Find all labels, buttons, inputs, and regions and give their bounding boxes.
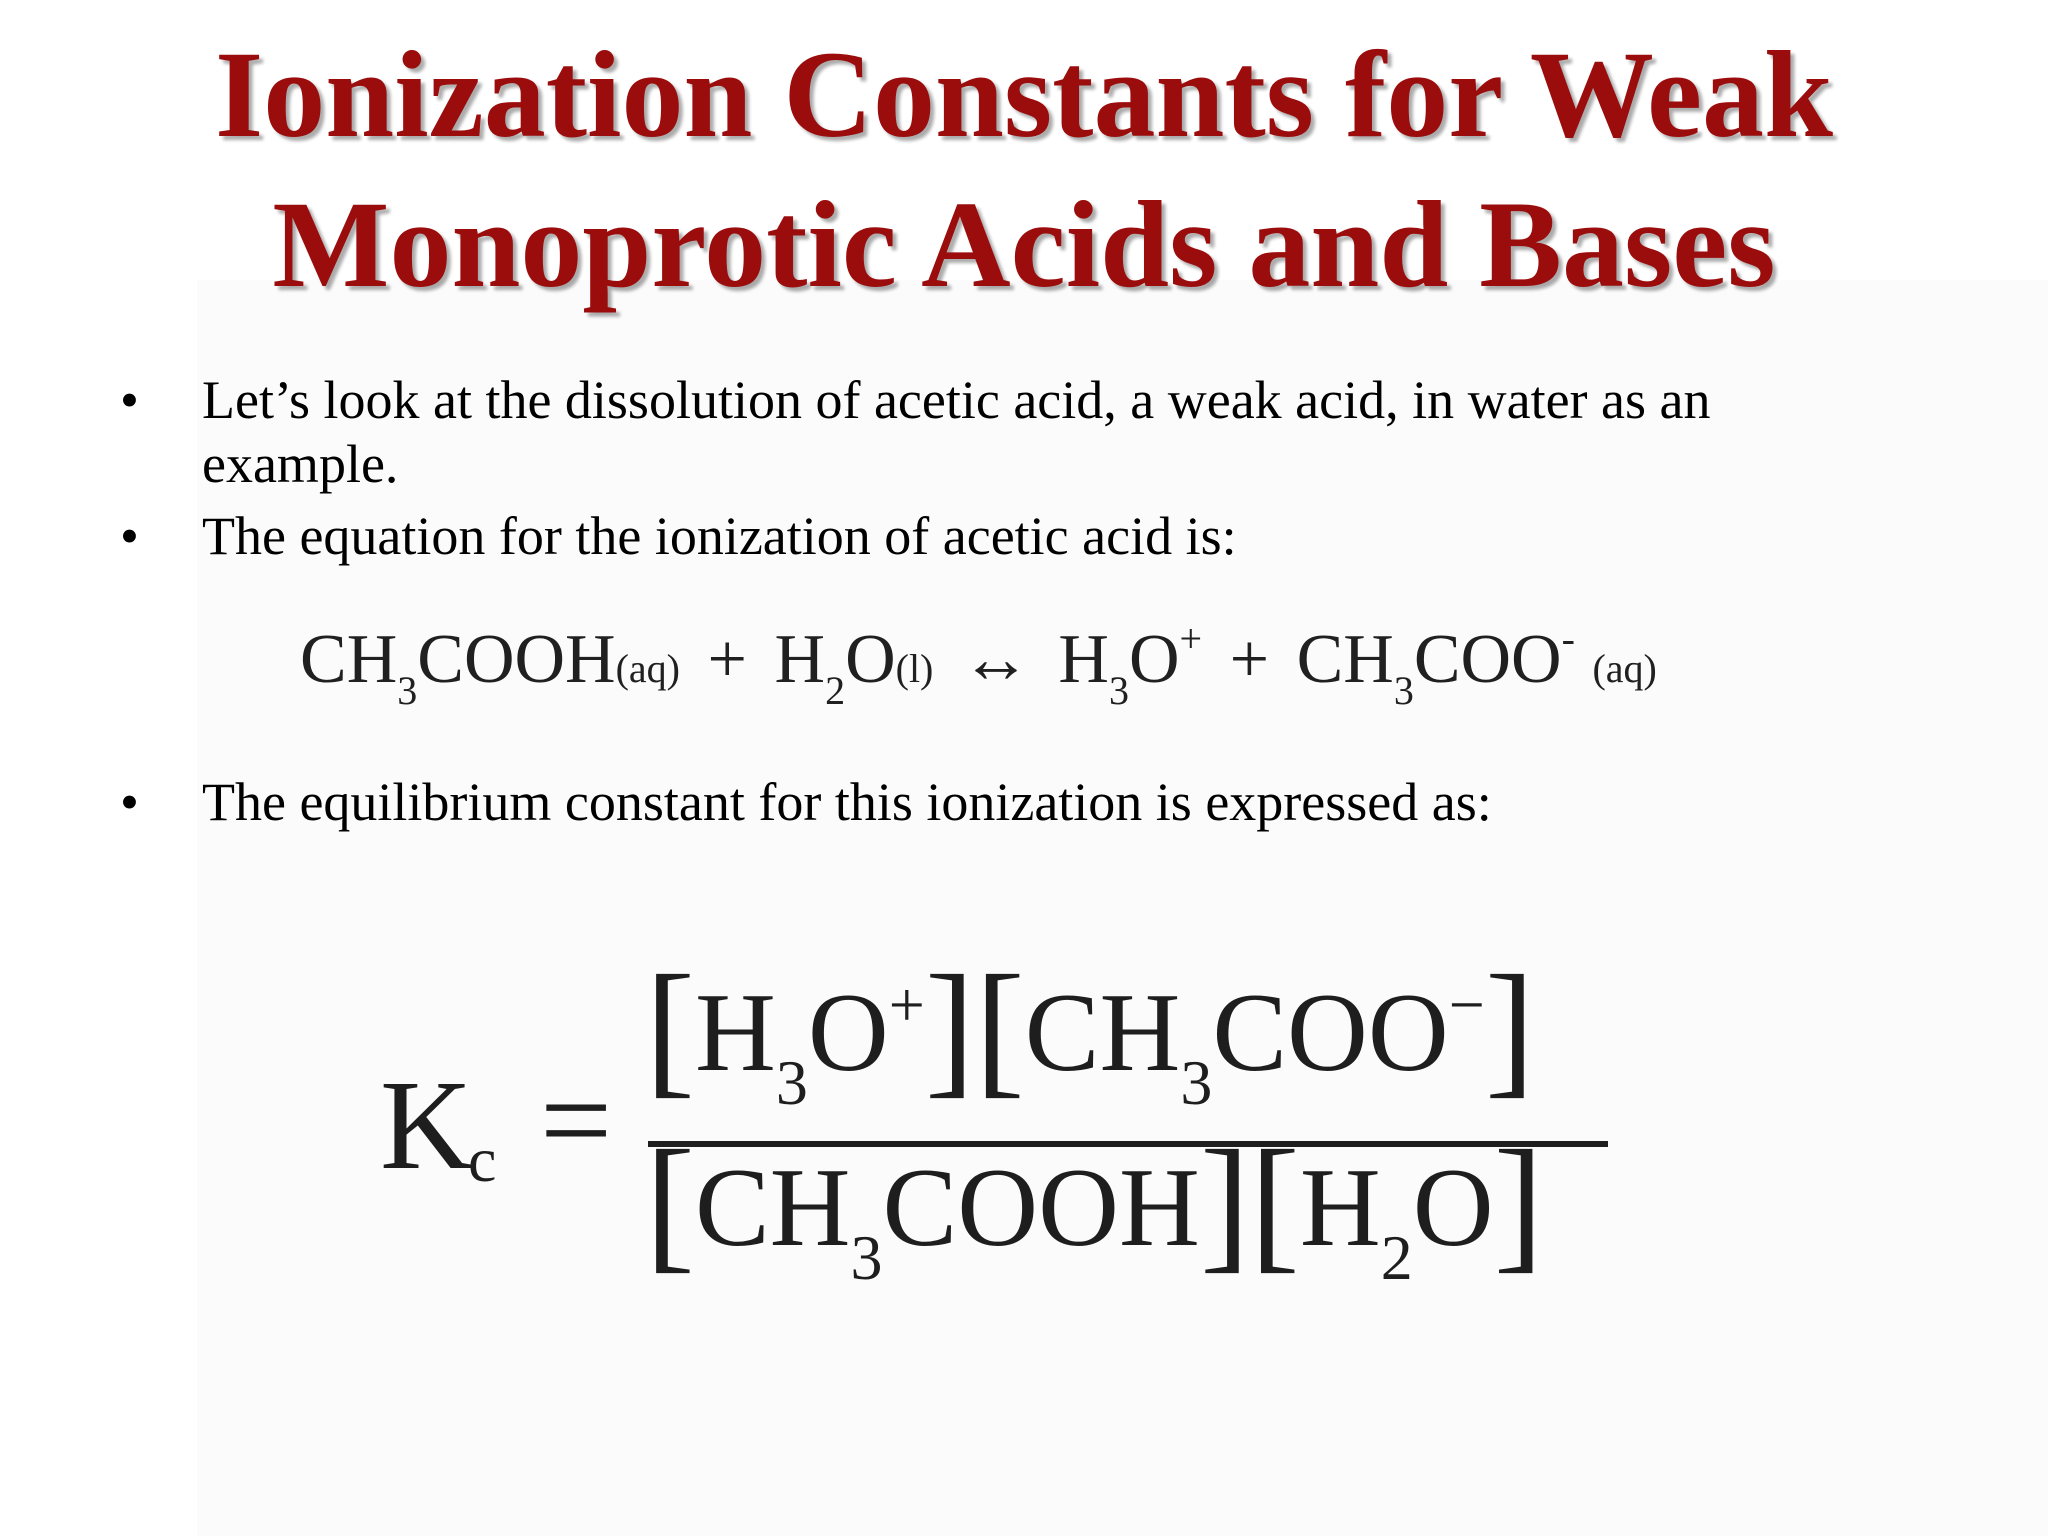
num-species-a: H [694, 971, 776, 1095]
num-superscript: − [1448, 969, 1485, 1040]
left-bracket: [ [645, 945, 695, 1111]
den-species-b-rest: O [1412, 1146, 1494, 1270]
eq-product-2-rest: COO [1413, 621, 1562, 698]
kc-denominator [645, 1120, 1544, 1293]
den-species-a: CH [694, 1146, 851, 1270]
num-species-a-rest: O [807, 971, 889, 1095]
num-superscript: + [888, 969, 925, 1040]
num-species-b: CH [1024, 971, 1181, 1095]
bullet-text: The equilibrium constant for this ionization is expressed as: [202, 772, 1492, 832]
right-bracket: ] [1493, 1120, 1544, 1286]
den-subscript: 3 [850, 1222, 883, 1293]
bullet-text: Let’s look at the dissolution of acetic acid, a weak acid, in water as an example. [202, 370, 1711, 494]
eq-reactant-2: H [774, 621, 826, 698]
eq-product-1-rest: O [1128, 621, 1180, 698]
eq-subscript: 3 [1108, 668, 1129, 713]
eq-phase: (aq) [1592, 646, 1657, 691]
right-bracket: ] [1199, 1120, 1250, 1286]
ionization-equation [300, 610, 1657, 713]
kc-equals: = [540, 1049, 613, 1191]
eq-subscript: 3 [1393, 668, 1414, 713]
bullet-marker: • [120, 772, 139, 832]
left-bracket: [ [974, 945, 1025, 1111]
bullet-text: The equation for the ionization of acetic acid is: [202, 506, 1237, 566]
equilibrium-arrow: ↔ [960, 621, 1031, 698]
left-bracket: [ [645, 1120, 695, 1286]
eq-reactant-1: CH [300, 621, 398, 698]
eq-reactant-2-rest: O [845, 621, 896, 698]
eq-subscript: 2 [825, 668, 846, 713]
eq-phase: (aq) [615, 646, 681, 691]
kc-subscript: c [468, 1124, 497, 1195]
num-subscript: 3 [775, 1047, 808, 1118]
eq-reactant-1-rest: COOH [417, 621, 616, 698]
title-line-2: Monoprotic Acids and Bases [272, 176, 1776, 313]
kc-numerator [645, 945, 1535, 1118]
right-bracket: ] [924, 945, 975, 1111]
den-species-b: H [1299, 1146, 1381, 1270]
num-subscript: 3 [1180, 1047, 1213, 1118]
bullet-marker: • [120, 370, 139, 430]
den-species-a-rest: COOH [882, 1146, 1200, 1270]
eq-superscript: + [1179, 616, 1203, 661]
num-species-b-rest: COO [1212, 971, 1449, 1095]
eq-phase: (l) [895, 646, 934, 691]
eq-product-2: CH [1296, 621, 1394, 698]
left-bracket: [ [1249, 1120, 1300, 1286]
eq-product-1: H [1058, 621, 1109, 698]
title-line-1: Ionization Constants for Weak [215, 26, 1833, 163]
eq-superscript: - [1561, 616, 1575, 661]
eq-subscript: 3 [397, 668, 418, 713]
slide-title [0, 20, 2048, 320]
eq-plus: + [1229, 621, 1270, 698]
den-subscript: 2 [1380, 1222, 1413, 1293]
eq-plus: + [707, 621, 747, 698]
right-bracket: ] [1484, 945, 1535, 1111]
bullet-marker: • [120, 506, 139, 566]
kc-symbol: K [380, 1054, 473, 1196]
